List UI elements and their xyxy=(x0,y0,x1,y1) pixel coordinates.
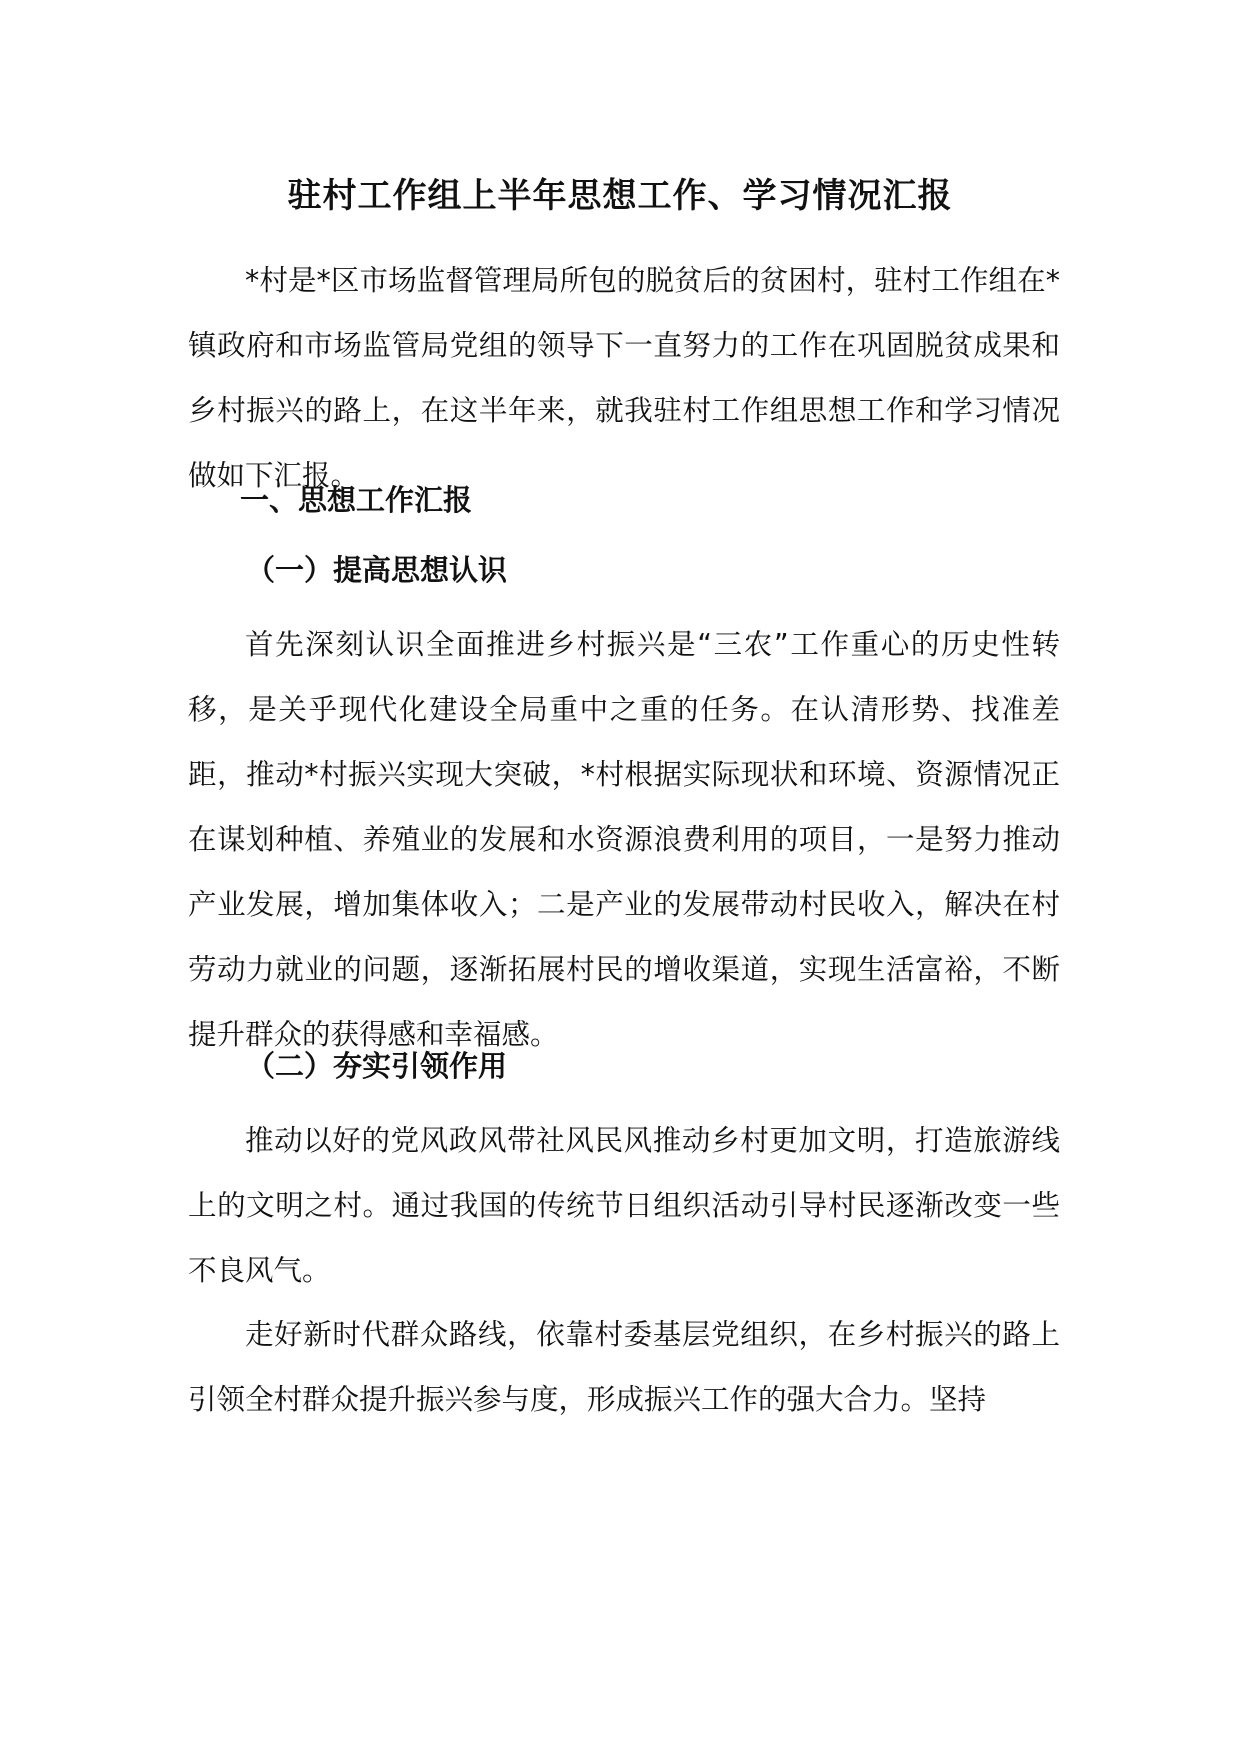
subsection-heading-1: （一）提高思想认识 xyxy=(246,553,508,587)
subsection-1-paragraph: 首先深刻认识全面推进乡村振兴是“三农”工作重心的历史性转移，是关乎现代化建设全局重中之重的任务。在认清形势、找准差距，推动*村振兴实现大突破，*村根据实际现状和环境、资源情况正在谋划种植、养殖业的发展和水资源浪费利用的项目，一是努力推动产业发展，增加集体收入；二是产业的发展带动村民收入，解决在村劳动力就业的问题，逐渐拓展村民的增收渠道，实现生活富裕，不断提升群众的获得感和幸福感。 xyxy=(188,628,1060,1051)
intro-paragraph: *村是*区市场监督管理局所包的脱贫后的贫困村，驻村工作组在*镇政府和市场监管局党组的领导下一直努力的工作在巩固脱贫成果和乡村振兴的路上，在这半年来，就我驻村工作组思想工作和学习情况做如下汇报。 xyxy=(188,264,1060,492)
subsection-heading-2: （二）夯实引领作用 xyxy=(246,1049,508,1083)
document-title: 驻村工作组上半年思想工作、学习情况汇报 xyxy=(287,176,953,216)
section-heading-1: 一、思想工作汇报 xyxy=(240,483,473,517)
subsection-2-paragraph-2: 走好新时代群众路线，依靠村委基层党组织，在乡村振兴的路上引领全村群众提升振兴参与度，形成振兴工作的强大合力。坚持 xyxy=(188,1318,1060,1416)
subsection-2-paragraph-1: 推动以好的党风政风带社风民风推动乡村更加文明，打造旅游线上的文明之村。通过我国的传统节日组织活动引导村民逐渐改变一些不良风气。 xyxy=(188,1124,1060,1287)
